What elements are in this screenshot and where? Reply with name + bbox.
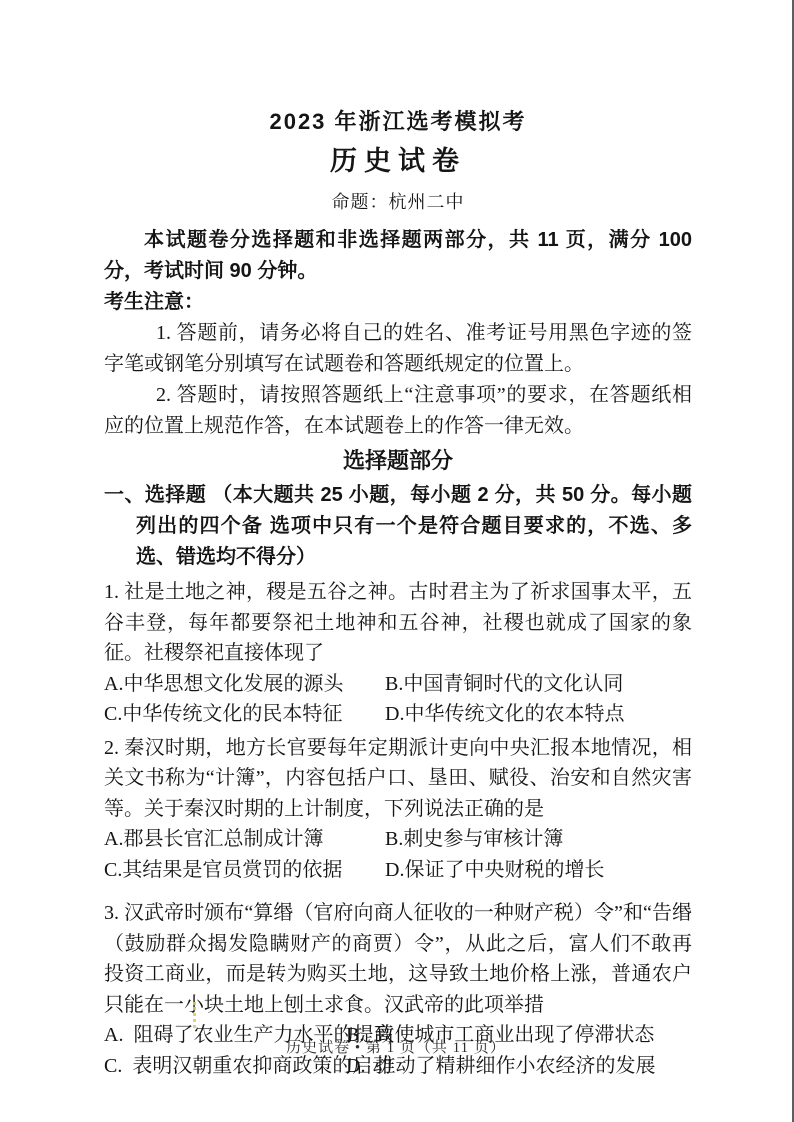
subject-title: 历史试卷 (330, 146, 466, 176)
scan-artifact-yellow-dots (193, 1002, 196, 1028)
question-2-stem: 2. 秦汉时期，地方长官要每年定期派计吏向中央汇报本地情况，相关文书称为“计簿”，内容包括户口、垦田、赋役、治安和自然灾害等。关于秦汉时期的上计制度，下列说法正确的是 (104, 736, 692, 820)
question-3-option-b: B. 致使城市工商业出现了停滞状态 (346, 1024, 655, 1046)
notice-item-2: 2. 答题时，请按照答题纸上“注意事项”的要求，在答题纸相应的位置上规范作答，在本试题卷上的作答一律无效。 (104, 384, 692, 437)
question-3-option-d: D. 推动了精耕细作小农经济的发展 (346, 1054, 656, 1077)
section-heading: 选择题部分 (342, 448, 453, 473)
question-2-options (104, 824, 692, 885)
exam-title: 2023 年浙江选考模拟考 (269, 109, 527, 134)
question-3-option-a: A. 阻碍了农业生产力水平的提高 (104, 1024, 394, 1046)
question-1-option-b: B.中国青铜时代的文化认同 (385, 672, 624, 695)
page-footer: 历史试卷 • 第 1 页（共 11 页） (286, 1040, 506, 1056)
notice-heading: 考生注意： (104, 291, 204, 313)
question-1-options (104, 669, 692, 730)
section-instruction: 一、选择题 （本大题共 25 小题，每小题 2 分，共 50 分。每小题列出的四个备 选项中只有一个是符合题目要求的，不选、多选、错选均不得分） (104, 484, 692, 568)
exam-intro: 本试题卷分选择题和非选择题两部分，共 11 页，满分 100 分，考试时间 90 分钟。 (104, 229, 692, 282)
setter-line: 命题：杭州二中 (331, 192, 465, 212)
question-1-stem: 1. 社是土地之神，稷是五谷之神。古时君主为了祈求国事太平，五谷丰登，每年都要祭祀土地神和五谷神，社稷也就成了国家的象征。社稷祭祀直接体现了 (104, 581, 692, 664)
question-2-option-b: B.刺史参与审核计簿 (385, 828, 564, 850)
question-3-option-c: C. 表明汉朝重农抑商政策的启动 (104, 1054, 393, 1077)
question-1-option-a: A.中华思想文化发展的源头 (104, 672, 344, 695)
question-1-option-c: C.中华传统文化的民本特征 (104, 703, 343, 725)
question-2-option-d: D.保证了中央财税的增长 (385, 858, 605, 881)
notice-item-1: 1. 答题前，请务必将自己的姓名、准考证号用黑色字迹的签字笔或钢笔分别填写在试题卷和答题纸规定的位置上。 (104, 322, 692, 375)
question-2-option-c: C.其结果是官员赏罚的依据 (104, 858, 343, 881)
question-2 (104, 733, 692, 886)
question-1-option-d: D.中华传统文化的农本特点 (385, 703, 625, 725)
question-3-stem: 3. 汉武帝时颁布“算缗（官府向商人征收的一种财产税）令”和“告缗（鼓励群众揭发隐瞒财产的商贾）令”，从此之后，富人们不敢再投资工商业，而是转为购买土地，这导致土地价格上涨，普通农户只能在一小块土地上刨土求食。汉武帝的此项举措 (104, 902, 692, 1016)
question-1 (104, 577, 692, 730)
question-2-option-a: A.郡县长官汇总制成计簿 (104, 828, 324, 850)
